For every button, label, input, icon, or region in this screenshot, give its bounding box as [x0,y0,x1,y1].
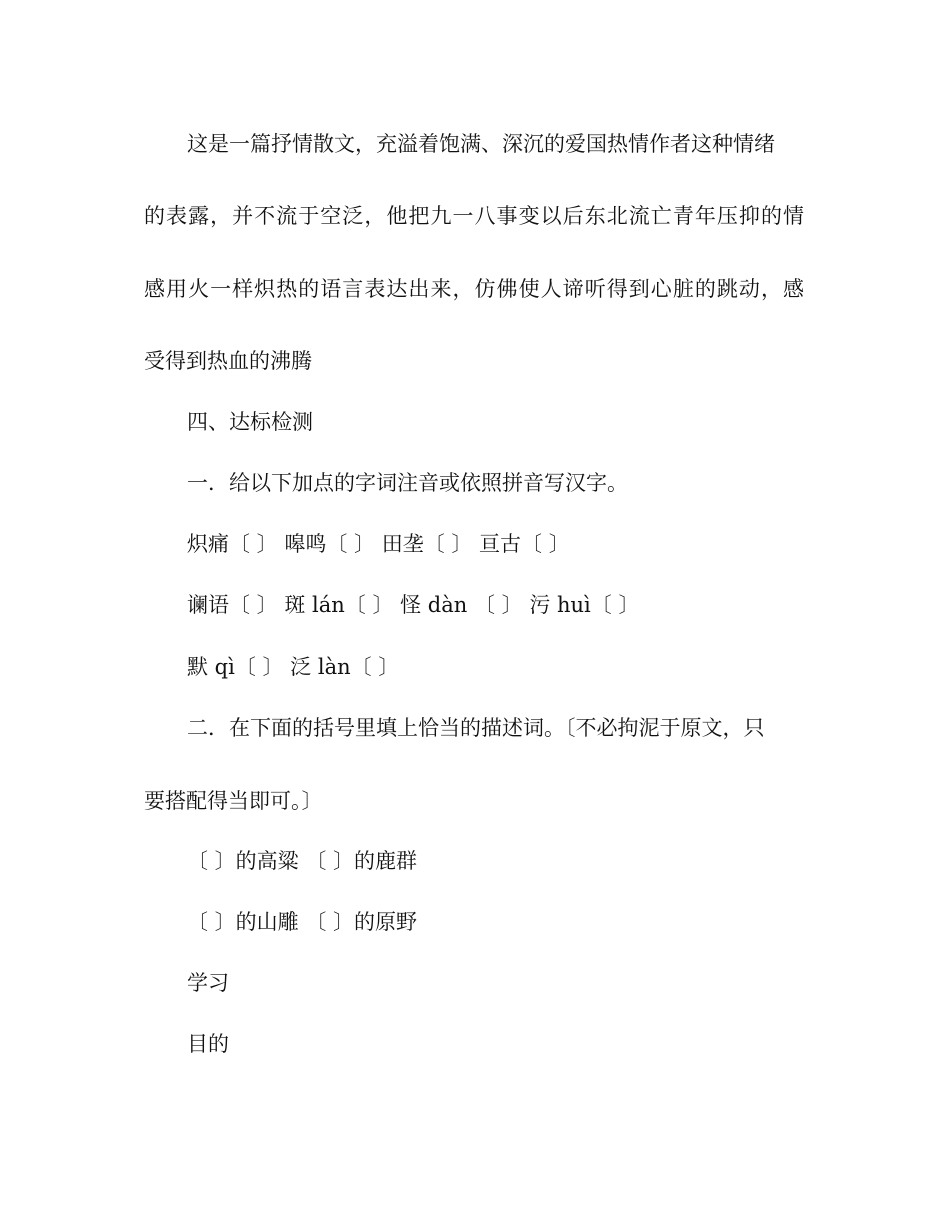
paragraph-line-3: 感用火一样炽热的语言表达出来，仿佛使人谛听得到心脏的跳动，感 [144,277,804,301]
section-heading: 四、达标检测 [187,410,313,434]
question1-row-3: 默 qì〔 〕 泛 làn〔 〕 [187,655,400,679]
paragraph-line-1: 这是一篇抒情散文，充溢着饱满、深沉的爱国热情作者这种情绪 [187,132,775,156]
question1-row-2: 谰语〔 〕 斑 lán〔 〕 怪 dàn 〔 〕 污 huì〔 〕 [187,593,640,617]
question1-row-1: 炽痛〔 〕 嗥鸣〔 〕 田垄〔 〕 亘古〔 〕 [187,532,570,556]
paragraph-line-4: 受得到热血的沸腾 [144,349,312,373]
question2-title-line-2: 要搭配得当即可。〕 [144,789,323,813]
trailing-label-2: 目的 [187,1032,229,1056]
trailing-label-1: 学习 [187,971,229,995]
question2-row-2: 〔 〕的山雕 〔 〕的原野 [187,910,418,934]
paragraph-line-2: 的表露，并不流于空泛，他把九一八事变以后东北流亡青年压抑的情 [144,204,804,228]
question1-title: 一．给以下加点的字词注音或依照拼音写汉字。 [187,471,628,495]
question2-title-line-1: 二．在下面的括号里填上恰当的描述词。〔不必拘泥于原文，只 [187,716,765,740]
question2-row-1: 〔 〕的高粱 〔 〕的鹿群 [187,849,418,873]
